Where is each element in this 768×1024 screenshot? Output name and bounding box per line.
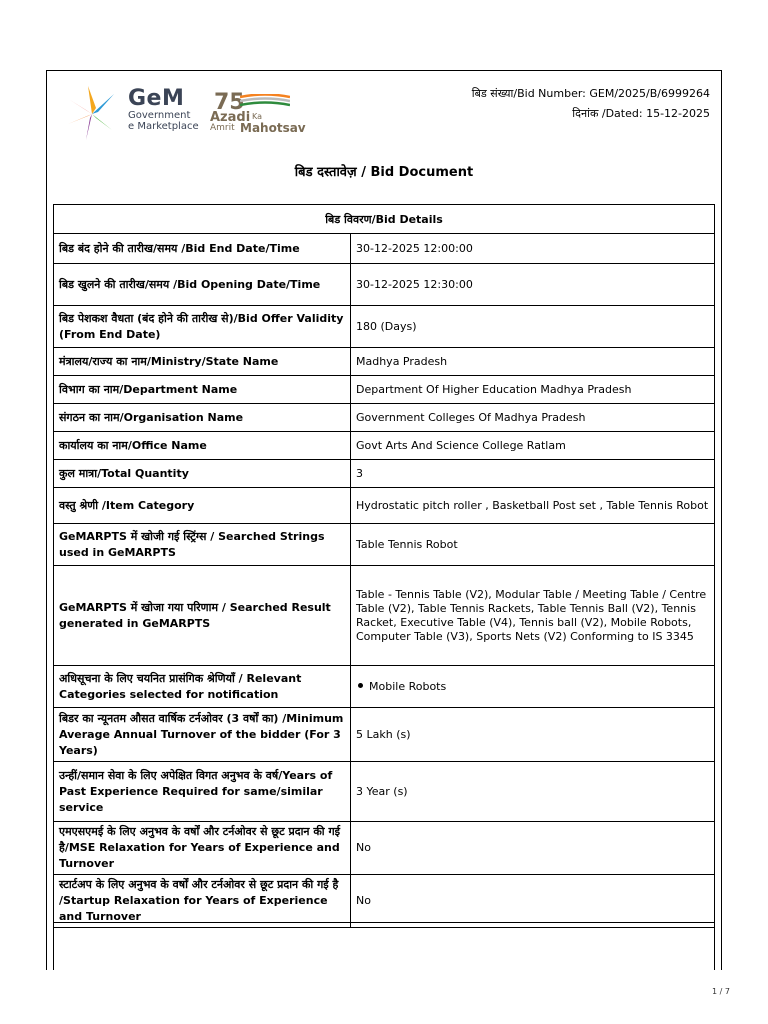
row-label: उन्हीं/समान सेवा के लिए अपेक्षित विगत अनुभव के वर्ष/Years of Past Experience Required for same/similar service <box>54 762 351 822</box>
row-label: बिडर का न्यूनतम औसत वार्षिक टर्नओवर (3 वर्षों का) /Minimum Average Annual Turnover of the bidder (For 3 Years) <box>54 708 351 762</box>
tricolor-icon <box>240 94 290 108</box>
gem-wordmark <box>128 88 199 132</box>
row-label: विभाग का नाम/Department Name <box>54 376 351 404</box>
table-row <box>54 708 715 762</box>
row-value: 180 (Days) <box>351 306 715 348</box>
row-label: बिड बंद होने की तारीख/समय /Bid End Date/Time <box>54 234 351 264</box>
row-label: कुल मात्रा/Total Quantity <box>54 460 351 488</box>
row-label: संगठन का नाम/Organisation Name <box>54 404 351 432</box>
table-row <box>54 306 715 348</box>
azadi-ka-amrit-mahotsav-logo <box>210 90 306 138</box>
row-label: GeMARPTS में खोजा गया परिणाम / Searched Result generated in GeMARPTS <box>54 566 351 666</box>
row-value-text: Mobile Robots <box>369 679 447 693</box>
row-label: मंत्रालय/राज्य का नाम/Ministry/State Name <box>54 348 351 376</box>
row-value: 3 <box>351 460 715 488</box>
gem-sub-line1: Government <box>128 110 191 121</box>
gem-sub-line2: e Marketplace <box>128 121 199 132</box>
table-row <box>54 404 715 432</box>
table-row <box>54 875 715 928</box>
table-row <box>54 822 715 875</box>
table-row <box>54 348 715 376</box>
row-value: 30-12-2025 12:30:00 <box>351 264 715 306</box>
row-label: बिड पेशकश वैधता (बंद होने की तारीख से)/Bid Offer Validity (From End Date) <box>54 306 351 348</box>
mahotsav-word: Mahotsav <box>240 121 306 135</box>
bid-details-table <box>53 204 715 928</box>
table-row <box>54 264 715 306</box>
page-number: 1 / 7 <box>712 987 730 996</box>
amrit-word: Amrit <box>210 123 235 133</box>
table-row <box>54 234 715 264</box>
table-row <box>54 432 715 460</box>
row-label: GeMARPTS में खोजी गई स्ट्रिंग्स / Searched Strings used in GeMARPTS <box>54 524 351 566</box>
row-label: वस्तु श्रेणी /Item Category <box>54 488 351 524</box>
row-value: Department Of Higher Education Madhya Pradesh <box>351 376 715 404</box>
table-row <box>54 762 715 822</box>
row-label: एमएसएमई के लिए अनुभव के वर्षों और टर्नओवर से छूट प्रदान की गई है/MSE Relaxation for Years of Experience and Turnover <box>54 822 351 875</box>
row-value: No <box>351 822 715 875</box>
table-row <box>54 566 715 666</box>
bid-date: दिनांक /Dated: 15-12-2025 <box>572 107 710 120</box>
azadi-number: 75 <box>214 90 245 115</box>
row-value: Madhya Pradesh <box>351 348 715 376</box>
document-title: बिड दस्तावेज़ / Bid Document <box>294 165 474 180</box>
row-value: Government Colleges Of Madhya Pradesh <box>351 404 715 432</box>
bullet-icon <box>358 683 363 688</box>
table-row <box>54 376 715 404</box>
row-value: Govt Arts And Science College Ratlam <box>351 432 715 460</box>
ka-word: Ka <box>252 112 263 121</box>
row-label: कार्यालय का नाम/Office Name <box>54 432 351 460</box>
table-row <box>54 488 715 524</box>
row-value <box>351 666 715 708</box>
table-row <box>54 460 715 488</box>
table-row <box>54 524 715 566</box>
row-label: स्टार्टअप के लिए अनुभव के वर्षों और टर्नओवर से छूट प्रदान की गई है /Startup Relaxation for Years of Experience and Turnover <box>54 875 351 928</box>
row-value: Table - Tennis Table (V2), Modular Table / Meeting Table / Centre Table (V2), Table Tennis Rackets, Table Tennis Ball (V2), Tennis Racket, Executive Table (V4), Tennis ball (V2), Mobile Robots, Computer Table (V3), Sports Nets (V2) Conforming to IS 3345 <box>351 566 715 666</box>
bid-number: बिड संख्या/Bid Number: GEM/2025/B/6999264 <box>471 87 710 100</box>
row-value: 3 Year (s) <box>351 762 715 822</box>
table-row <box>54 666 715 708</box>
gem-title: GeM <box>128 86 185 111</box>
row-label: बिड खुलने की तारीख/समय /Bid Opening Date/Time <box>54 264 351 306</box>
row-value: No <box>351 875 715 928</box>
row-label: अधिसूचना के लिए चयनित प्रासंगिक श्रेणियाँ / Relevant Categories selected for notification <box>54 666 351 708</box>
table-heading: बिड विवरण/Bid Details <box>54 205 715 234</box>
next-section-block <box>53 922 715 970</box>
azadi-word: Azadi <box>210 110 251 125</box>
row-value: 5 Lakh (s) <box>351 708 715 762</box>
bid-meta <box>472 84 710 124</box>
row-value: 30-12-2025 12:00:00 <box>351 234 715 264</box>
row-value: Hydrostatic pitch roller , Basketball Post set , Table Tennis Robot <box>351 488 715 524</box>
row-value: Table Tennis Robot <box>351 524 715 566</box>
